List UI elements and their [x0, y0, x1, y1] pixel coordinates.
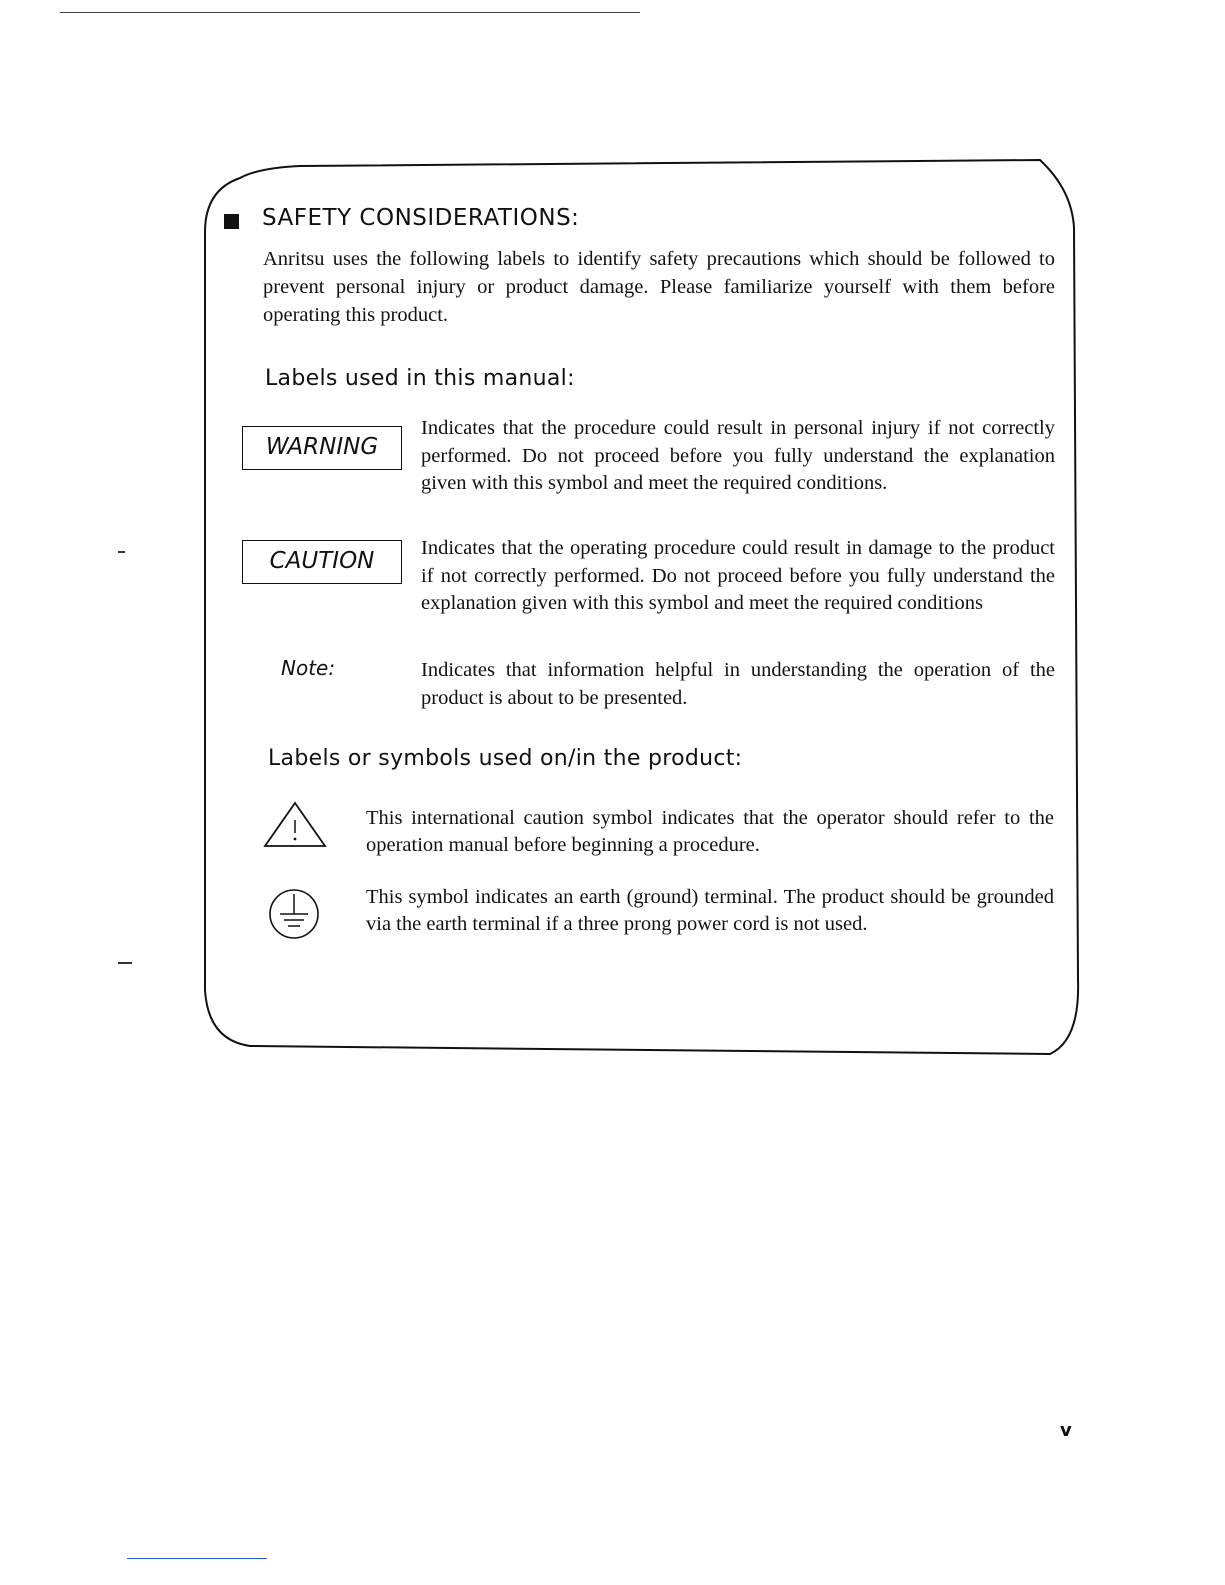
note-label: Note: [281, 656, 336, 680]
note-description: Indicates that information helpful in understanding the operation of the product is about to be presented. [421, 659, 1055, 709]
warning-description: Indicates that the procedure could result in personal injury if not correctly performed. Do not proceed before you fully understand the explanation given with this symbol and meet the required conditions. [421, 417, 1055, 494]
caution-symbol-description: This international caution symbol indicates that the operator should refer to the operation manual before beginning a procedure. [366, 807, 1054, 856]
caution-description: Indicates that the operating procedure could result in damage to the product if not correctly performed. Do not proceed before you fully understand the explanation given with this symbol and meet the required conditions [421, 537, 1055, 614]
earth-ground-icon [266, 886, 322, 942]
caution-triangle-icon [262, 800, 328, 850]
product-labels-heading: Labels or symbols used on/in the product: [268, 746, 743, 771]
section-bullet [224, 214, 239, 229]
section-title: SAFETY CONSIDERATIONS: [262, 205, 580, 231]
manual-labels-heading: Labels used in this manual: [265, 366, 575, 391]
warning-label: WARNING [242, 426, 402, 470]
page-number: v [1060, 1420, 1072, 1441]
bottom-link-line [127, 1558, 267, 1559]
intro-paragraph: Anritsu uses the following labels to identify safety precautions which should be followed to prevent personal injury or product damage. Please familiarize yourself with them before operating this product. [263, 248, 1055, 326]
caution-label: CAUTION [242, 540, 402, 584]
ground-symbol-description: This symbol indicates an earth (ground) terminal. The product should be grounded via the earth terminal if a three prong power cord is not used. [366, 886, 1054, 935]
